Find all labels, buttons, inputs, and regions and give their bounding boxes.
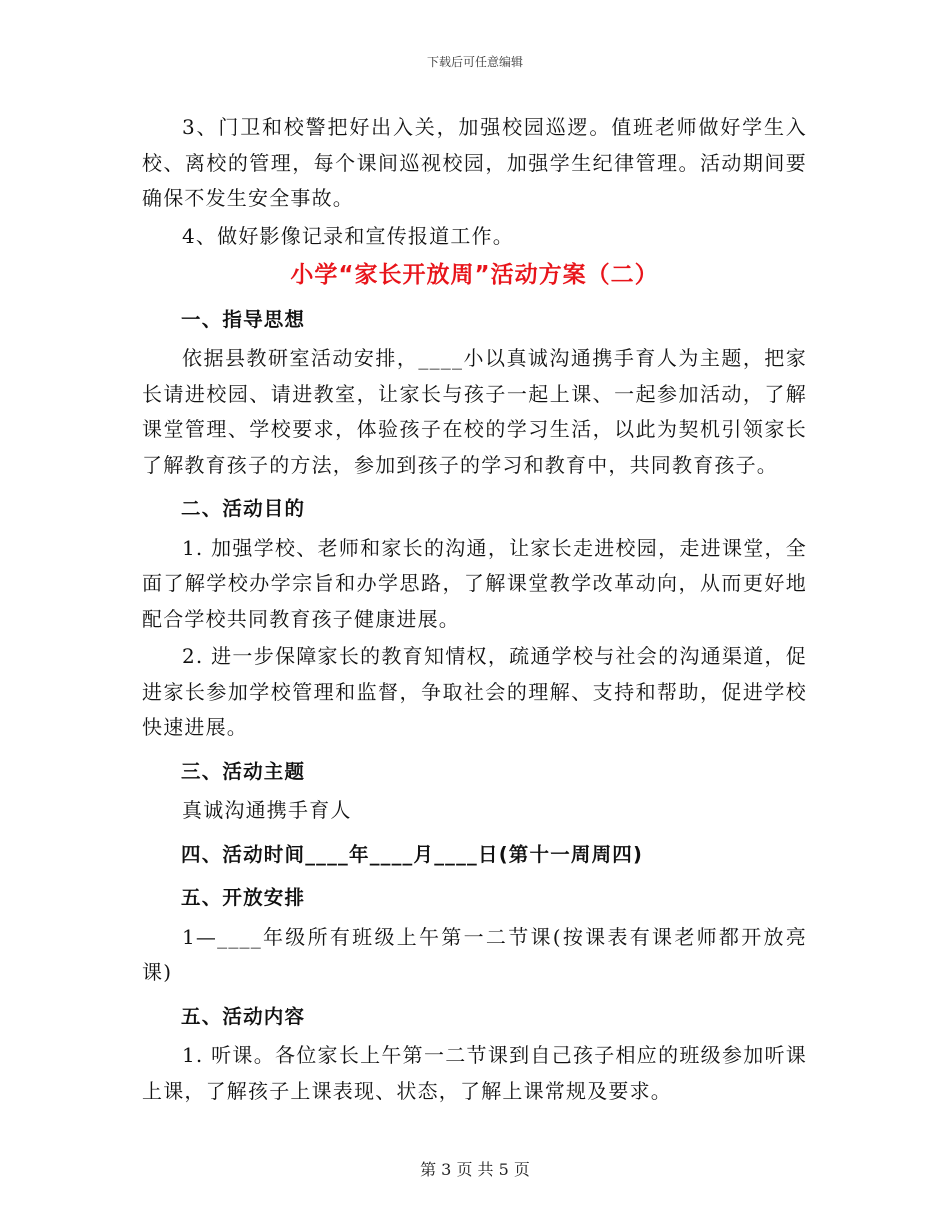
paragraph-content-1: 1. 听课。各位家长上午第一二节课到自己孩子相应的班级参加听课上课，了解孩子上课表现、状态，了解上课常规及要求。 xyxy=(142,1043,807,1103)
paragraph-open-schedule: 1—____年级所有班级上午第一二节课(按课表有课老师都开放亮课) xyxy=(142,924,807,984)
paragraph-item-3: 3、门卫和校警把好出入关，加强校园巡逻。值班老师做好学生入校、离校的管理，每个课间巡视校园，加强学生纪律管理。活动期间要确保不发生安全事故。 xyxy=(142,115,807,210)
section-heading-guiding-ideology: 一、指导思想 xyxy=(181,307,306,331)
section-heading-open-schedule: 五、开放安排 xyxy=(181,886,306,909)
section-heading-activity-goals: 二、活动目的 xyxy=(181,497,306,520)
paragraph-goal-1: 1. 加强学校、老师和家长的沟通，让家长走进校园，走进课堂，全面了解学校办学宗旨和办学思路，了解课堂教学改革动向，从而更好地配合学校共同教育孩子健康进展。 xyxy=(142,535,807,631)
page-header-note: 下载后可任意编辑 xyxy=(426,55,523,69)
paragraph-item-4: 4、做好影像记录和宣传报道工作。 xyxy=(182,223,514,248)
page-footer-number: 第 3 页 共 5 页 xyxy=(420,1160,530,1179)
section-heading-activity-theme: 三、活动主题 xyxy=(181,759,306,783)
document-title: 小学“家长开放周”活动方案（二） xyxy=(290,262,659,288)
section-heading-activity-content: 五、活动内容 xyxy=(181,1004,306,1028)
paragraph-guiding-ideology: 依据县教研室活动安排，____小以真诚沟通携手育人为主题，把家长请进校园、请进教室，让家长与孩子一起上课、一起参加活动，了解课堂管理、学校要求，体验孩子在校的学习生活，以此为契机引领家长了解教育孩子的方法，参加到孩子的学习和教育中，共同教育孩子。 xyxy=(142,346,807,477)
paragraph-theme: 真诚沟通携手育人 xyxy=(182,798,352,822)
paragraph-goal-2: 2. 进一步保障家长的教育知情权，疏通学校与社会的沟通渠道，促进家长参加学校管理和监督，争取社会的理解、支持和帮助，促进学校快速进展。 xyxy=(142,644,807,739)
document-body xyxy=(142,110,807,1111)
section-heading-activity-time: 四、活动时间____年____月____日(第十一周周四) xyxy=(181,842,644,866)
